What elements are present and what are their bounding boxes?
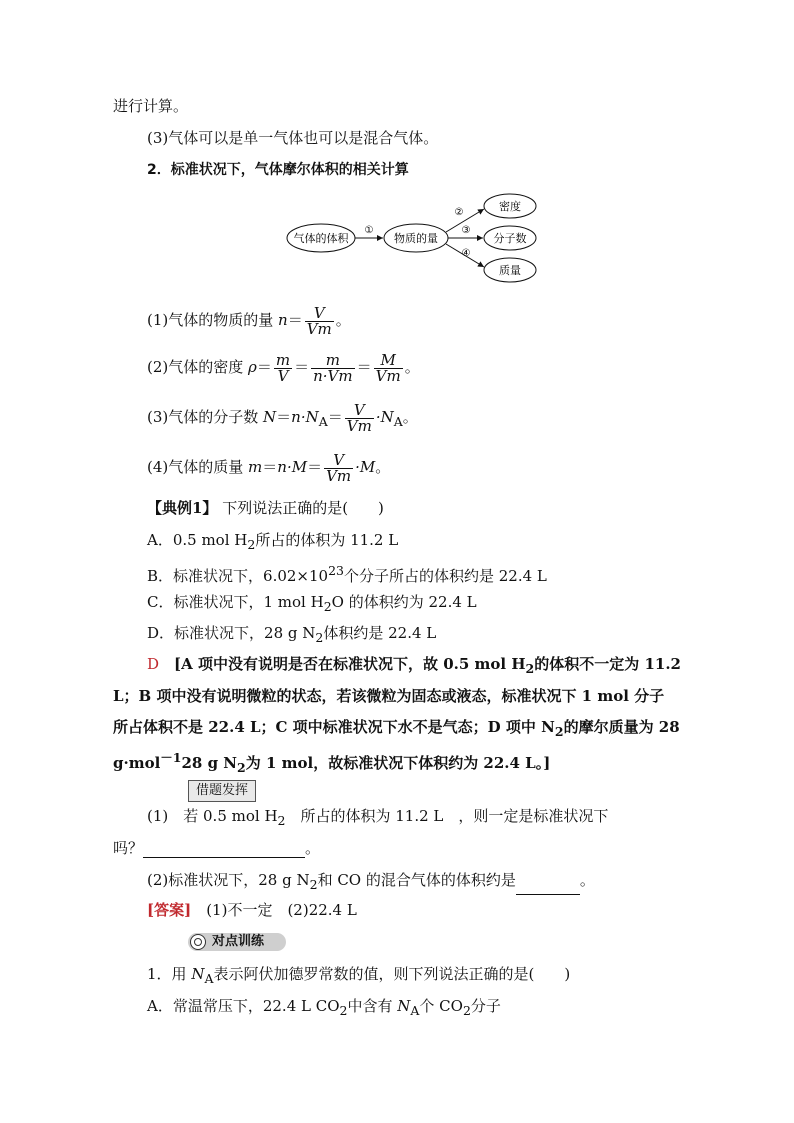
formula-2: (2)气体的密度 ρ＝ $\frac{m}{V}$ ＝ $\frac{m}{n\cdot Vm}$ ＝ $\frac{M}{Vm}$ 。 [147,350,420,385]
option-c: C．标准状况下，1 mol $H_2O$ 的体积约为 22.4 L [147,593,477,614]
arrow-1-label: ① [364,225,374,236]
extension-answer: [答案] (1)不一定 (2)22.4 L [147,901,357,919]
practice-option-a: A．常温常压下，22.4 L $CO_2$中含有 $N_A$个 $CO_2$分子 [147,997,501,1018]
target-icon [190,934,206,950]
formula-1: (1)气体的物质的量 n＝ $\frac{V}{Vm}$ 。 [147,303,351,338]
text-line: (3)气体可以是单一气体也可以是混合气体。 [147,129,439,147]
extension-q1-cont: 吗？ 。 [113,839,321,857]
option-b: B．标准状况下，$6.02\times 10^{23}$个分子所占的体积约是 22.4 L [147,563,547,585]
option-d: D．标准状况下，28 g $N_2$体积约是 22.4 L [147,624,437,645]
flow-diagram [0,0,794,300]
answer-line-3: 所占体积不是 22.4 L；C 项中标准状况下水不是气态；D 项中 $N_2$的摩尔质量为 28 [113,718,680,739]
formula-3: (3)气体的分子数 $N=n\cdot N_A=$ $\frac{V}{Vm}$ $\cdot N_A$。 [147,400,418,435]
arrow-2-label: ② [454,207,464,218]
practice-tag: 对点训练 [188,933,286,951]
arrow-4-label: ④ [461,248,471,259]
text-line: 进行计算。 [113,97,189,115]
node-amount-label: 物质的量 [394,232,438,245]
answer-line-2: L；B 项中没有说明微粒的状态，若该微粒为固态或液态，标准状况下 1 mol 分子 [113,687,665,705]
node-density-label: 密度 [499,200,521,213]
node-mass-label: 质量 [499,264,521,277]
extension-q2: (2)标准状况下，28 g $N_2$和 CO 的混合气体的体积约是 。 [147,870,595,895]
practice-question: 1．用 $N_A$表示阿伏加德罗常数的值，则下列说法正确的是( ) [147,965,571,986]
section-heading: 2．标准状况下，气体摩尔体积的相关计算 [147,162,409,178]
node-molecules-label: 分子数 [493,232,527,245]
formula-4: (4)气体的质量 m＝n·M＝ $\frac{V}{Vm}$ ·M。 [147,450,391,485]
example-title: 【典例1】 下列说法正确的是( ) [147,499,384,517]
option-a: A．0.5 mol $H_2$所占的体积为 11.2 L [147,531,399,552]
node-volume-label: 气体的体积 [293,232,349,245]
answer-line-1: D [A 项中没有说明是否在标准状况下，故 0.5 mol $H_2$的体积不一定为 11.2 [147,655,681,676]
answer-blank[interactable] [516,878,580,895]
extension-q1: (1) 若 0.5 mol $H_2$ 所占的体积为 11.2 L ，则一定是标准状况下 [147,807,609,828]
arrow-3-label: ③ [461,225,471,236]
answer-line-4: g·mol$^{-1}$28 g $N_2$为 1 mol，故标准状况下体积约为 22.4 L。] [113,750,551,775]
answer-blank[interactable] [143,841,305,858]
extension-tag: 借题发挥 [188,780,256,802]
